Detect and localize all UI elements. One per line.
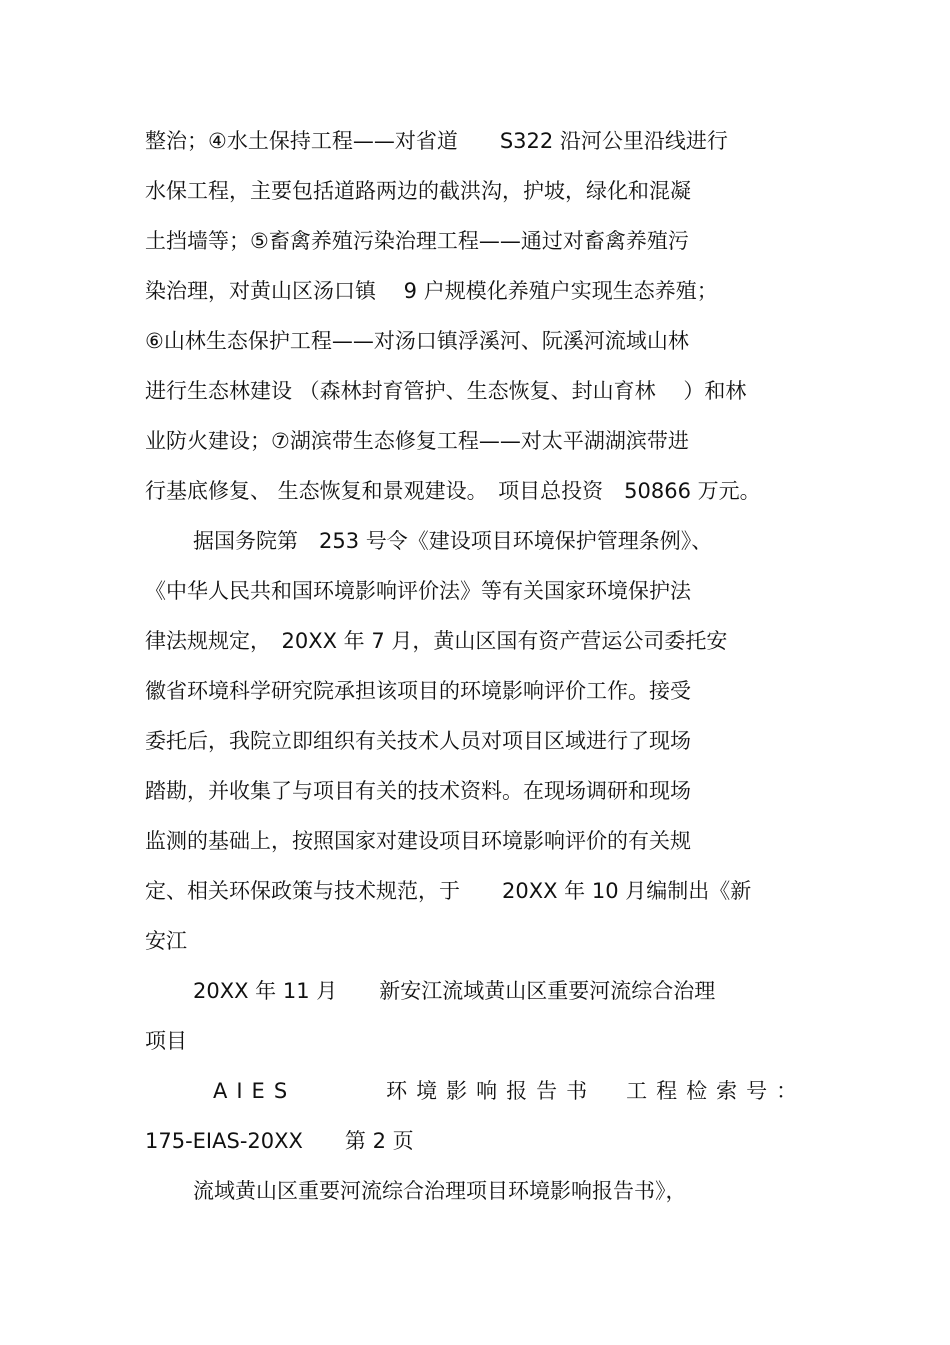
text-line: 律法规规定， 20XX 年 7 月，黄山区国有资产营运公司委托安 — [145, 629, 728, 653]
text-line: 徽省环境科学研究院承担该项目的环境影响评价工作。接受 — [145, 679, 691, 703]
text-line: 《中华人民共和国环境影响评价法》等有关国家环境保护法 — [145, 579, 691, 603]
text-line: 整治；④水土保持工程——对省道 S322 沿河公里沿线进行 — [145, 129, 728, 153]
text-line: 踏勘，并收集了与项目有关的技术资料。在现场调研和现场 — [145, 779, 691, 803]
text-line: 流域黄山区重要河流综合治理项目环境影响报告书》， — [193, 1179, 687, 1203]
text-line: 水保工程，主要包括道路两边的截洪沟，护坡，绿化和混凝 — [145, 179, 691, 203]
text-line: 行基底修复、 生态恢复和景观建设。 项目总投资 50866 万元。 — [145, 479, 761, 503]
text-line: 监测的基础上，按照国家对建设项目环境影响评价的有关规 — [145, 829, 691, 853]
page-number-line: 175-EIAS-20XX 第 2 页 — [145, 1129, 414, 1153]
text-line: 安江 — [145, 929, 187, 953]
page-header-line: 项目 — [145, 1029, 187, 1053]
page-header-line: 20XX 年 11 月 新安江流域黄山区重要河流综合治理 — [193, 979, 716, 1003]
text-line: 染治理，对黄山区汤口镇 9 户规模化养殖户实现生态养殖； — [145, 279, 718, 303]
report-header-line: AIES 环境影响报告书 工程检索号： — [213, 1079, 807, 1103]
text-line: 土挡墙等；⑤畜禽养殖污染治理工程——通过对畜禽养殖污 — [145, 229, 689, 253]
paragraph-start-line: 据国务院第 253 号令《建设项目环境保护管理条例》、 — [193, 529, 713, 553]
text-line: 业防火建设；⑦湖滨带生态修复工程——对太平湖湖滨带进 — [145, 429, 689, 453]
text-line: ⑥山林生态保护工程——对汤口镇浮溪河、阮溪河流域山林 — [145, 329, 689, 353]
text-line: 定、相关环保政策与技术规范，于 20XX 年 10 月编制出《新 — [145, 879, 752, 903]
text-line: 进行生态林建设 （森林封育管护、生态恢复、封山育林 ）和林 — [145, 379, 747, 403]
text-line: 委托后，我院立即组织有关技术人员对项目区域进行了现场 — [145, 729, 691, 753]
